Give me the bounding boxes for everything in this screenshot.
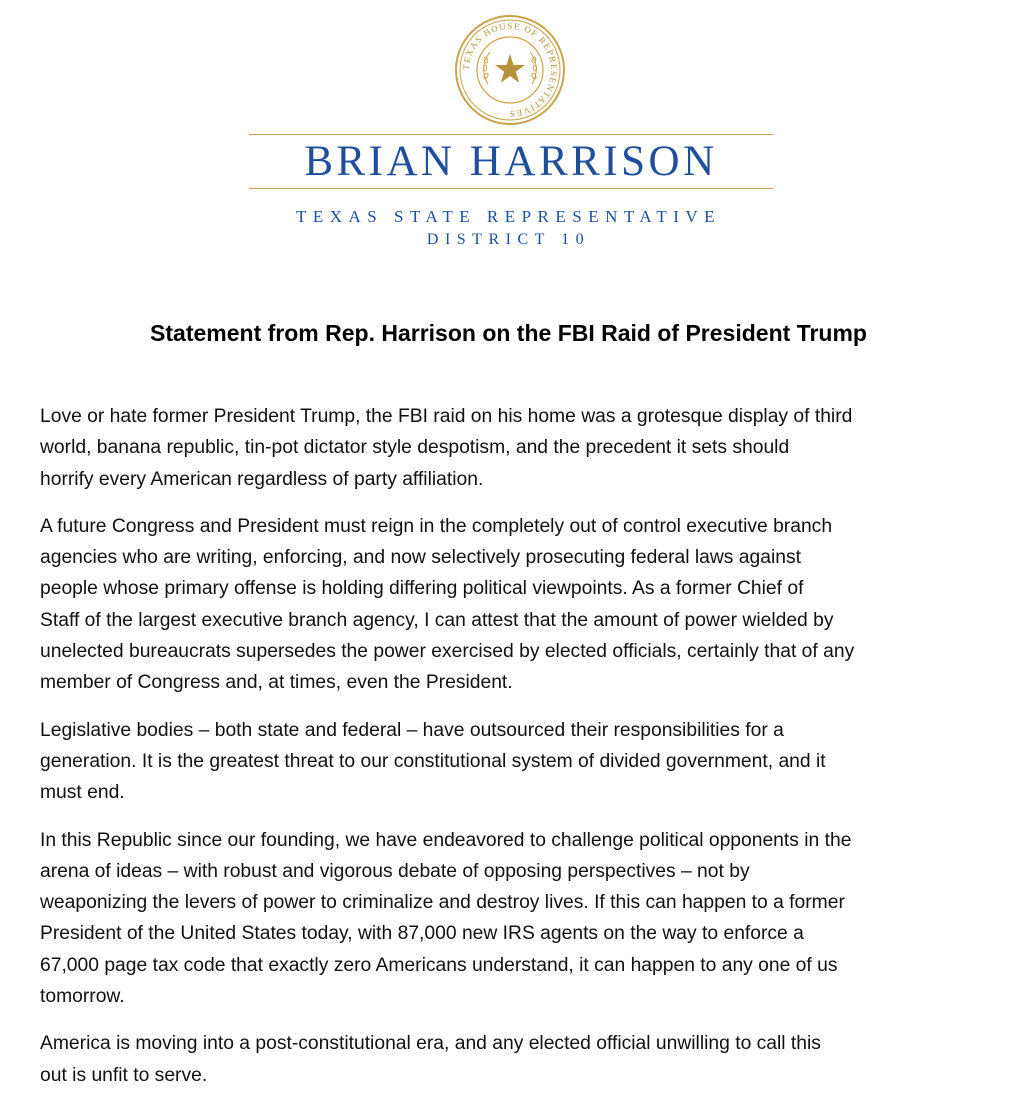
text-line: Love or hate former President Trump, the FBI raid on his home was a grotesque display of third (40, 406, 853, 427)
text-line: must end. (40, 782, 125, 804)
text-line: agencies who are writing, enforcing, and now selectively prosecuting federal laws against (40, 547, 801, 569)
gold-rule-top (249, 134, 773, 135)
text-line: America is moving into a post-constitutional era, and any elected official unwilling to call this (40, 1033, 821, 1055)
texas-house-seal-icon (454, 14, 566, 126)
gold-rule-bottom (249, 188, 773, 189)
paragraph-1 (40, 401, 990, 495)
paragraph-3 (40, 715, 990, 809)
text-line: out is unfit to serve. (40, 1064, 208, 1086)
representative-name: BRIAN HARRISON (304, 138, 718, 185)
text-line: Legislative bodies – both state and federal – have outsourced their responsibilities for a (40, 719, 784, 741)
seal-text: TEXAS HOUSE OF REPRESENTATIVES (460, 20, 560, 120)
text-line: people whose primary offense is holding differing political viewpoints. As a former Chief of (40, 578, 804, 600)
text-line: A future Congress and President must reign in the completely out of control executive branch (40, 515, 833, 537)
text-line: In this Republic since our founding, we have endeavored to challenge political opponents in the (40, 829, 852, 851)
paragraph-5 (40, 1028, 990, 1091)
text-line: Staff of the largest executive branch agency, I can attest that the amount of power wielded by (40, 609, 834, 631)
text-line: arena of ideas – with robust and vigorous debate of opposing perspectives – not by (40, 860, 750, 882)
statement-headline: Statement from Rep. Harrison on the FBI Raid of President Trump (150, 320, 867, 346)
text-line: horrify every American regardless of party affiliation. (40, 468, 484, 490)
text-line: generation. It is the greatest threat to our constitutional system of divided government, and it (40, 750, 826, 772)
paragraph-2 (40, 511, 990, 699)
paragraph-4 (40, 825, 990, 1013)
text-line: President of the United States today, with 87,000 new IRS agents on the way to enforce a (40, 923, 804, 945)
text-line: member of Congress and, at times, even the President. (40, 672, 513, 694)
text-line: tomorrow. (40, 986, 125, 1008)
letterhead (0, 0, 1017, 260)
statement-body (40, 401, 990, 1107)
text-line: 67,000 page tax code that exactly zero Americans understand, it can happen to any one of us (40, 954, 838, 976)
district-label: DISTRICT 10 (426, 231, 591, 248)
office-title: TEXAS STATE REPRESENTATIVE (295, 207, 722, 226)
text-line: world, banana republic, tin-pot dictator style despotism, and the precedent it sets should (40, 437, 790, 459)
text-line: unelected bureaucrats supersedes the power exercised by elected officials, certainly that of any (40, 641, 855, 663)
text-line: weaponizing the levers of power to criminalize and destroy lives. If this can happen to a former (40, 892, 845, 914)
